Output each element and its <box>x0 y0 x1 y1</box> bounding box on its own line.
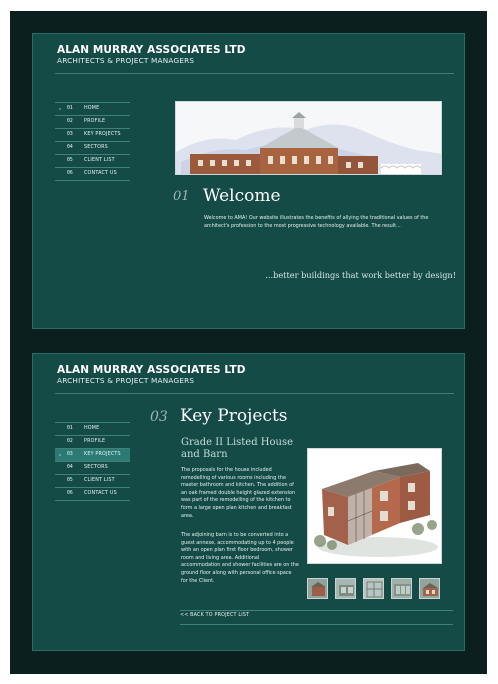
brand-tagline: ARCHITECTS & PROJECT MANAGERS <box>57 56 195 65</box>
header-divider <box>55 393 454 394</box>
brand-logo[interactable] <box>57 44 246 65</box>
header-divider <box>55 73 454 74</box>
back-link-row <box>180 610 453 625</box>
thumbnail-5[interactable] <box>419 578 440 599</box>
main-nav <box>55 422 130 501</box>
nav-item-contact-us[interactable]: 06 CONTACT US <box>55 167 130 181</box>
project-photo <box>307 448 442 564</box>
page-title: Welcome <box>203 186 281 206</box>
hero-banner-image <box>175 101 442 175</box>
brand-name: ALAN MURRAY ASSOCIATES LTD <box>57 364 246 376</box>
thumbnail-4[interactable] <box>391 578 412 599</box>
page-title: Key Projects <box>180 406 288 426</box>
project-description-continued: The adjoining barn is to be converted into a guest annexe, accommodating up to 4 people with an open plan first floor bedroom, shower room and living area. Additional accommodation and shower facilities are on the ground floor along with personal office space for the Client. <box>181 532 299 584</box>
welcome-panel <box>32 33 465 329</box>
section-number: 03 <box>150 409 168 425</box>
nav-item-sectors[interactable]: 04 SECTORS <box>55 461 130 474</box>
nav-item-client-list[interactable]: 05 CLIENT LIST <box>55 154 130 167</box>
nav-item-profile[interactable]: 02 PROFILE <box>55 435 130 448</box>
thumbnail-strip <box>307 578 442 600</box>
thumbnail-3[interactable] <box>363 578 384 599</box>
thumbnail-1[interactable] <box>307 578 328 599</box>
project-description: The proposals for the house included remodelling of various rooms including the master bathroom and kitchen. The addition of an oak framed double height glazed extension was part of the remodelling of the kitchen to form a large open plan kitchen and breakfast area. <box>181 467 296 519</box>
intro-text: Welcome to AMA! Our website illustrates the benefits of allying the traditional values of the architect's profession to the most progressive technology available. The result... <box>204 215 429 229</box>
active-arrow-icon: ▸ <box>59 452 62 457</box>
nav-item-sectors[interactable]: 04 SECTORS <box>55 141 130 154</box>
nav-item-key-projects[interactable]: 03 KEY PROJECTS <box>55 128 130 141</box>
main-nav <box>55 102 130 181</box>
key-projects-panel <box>32 353 465 651</box>
nav-item-contact-us[interactable]: 06 CONTACT US <box>55 487 130 501</box>
nav-item-client-list[interactable]: 05 CLIENT LIST <box>55 474 130 487</box>
section-number: 01 <box>173 189 190 204</box>
project-title: Grade II Listed House and Barn <box>181 437 294 460</box>
brand-logo[interactable] <box>57 364 246 385</box>
brand-tagline: ARCHITECTS & PROJECT MANAGERS <box>57 376 195 385</box>
back-to-project-list-link[interactable]: << BACK TO PROJECT LIST <box>180 613 250 618</box>
nav-item-key-projects[interactable]: ▸ 03 KEY PROJECTS <box>55 448 130 461</box>
brand-name: ALAN MURRAY ASSOCIATES LTD <box>57 44 246 56</box>
thumbnail-2[interactable] <box>335 578 356 599</box>
nav-item-profile[interactable]: 02 PROFILE <box>55 115 130 128</box>
slogan-text: ...better buildings that work better by design! <box>265 270 456 280</box>
active-arrow-icon: ▸ <box>59 106 62 111</box>
nav-item-home[interactable]: ▸ 01 HOME <box>55 102 130 115</box>
nav-item-home[interactable]: 01 HOME <box>55 422 130 435</box>
